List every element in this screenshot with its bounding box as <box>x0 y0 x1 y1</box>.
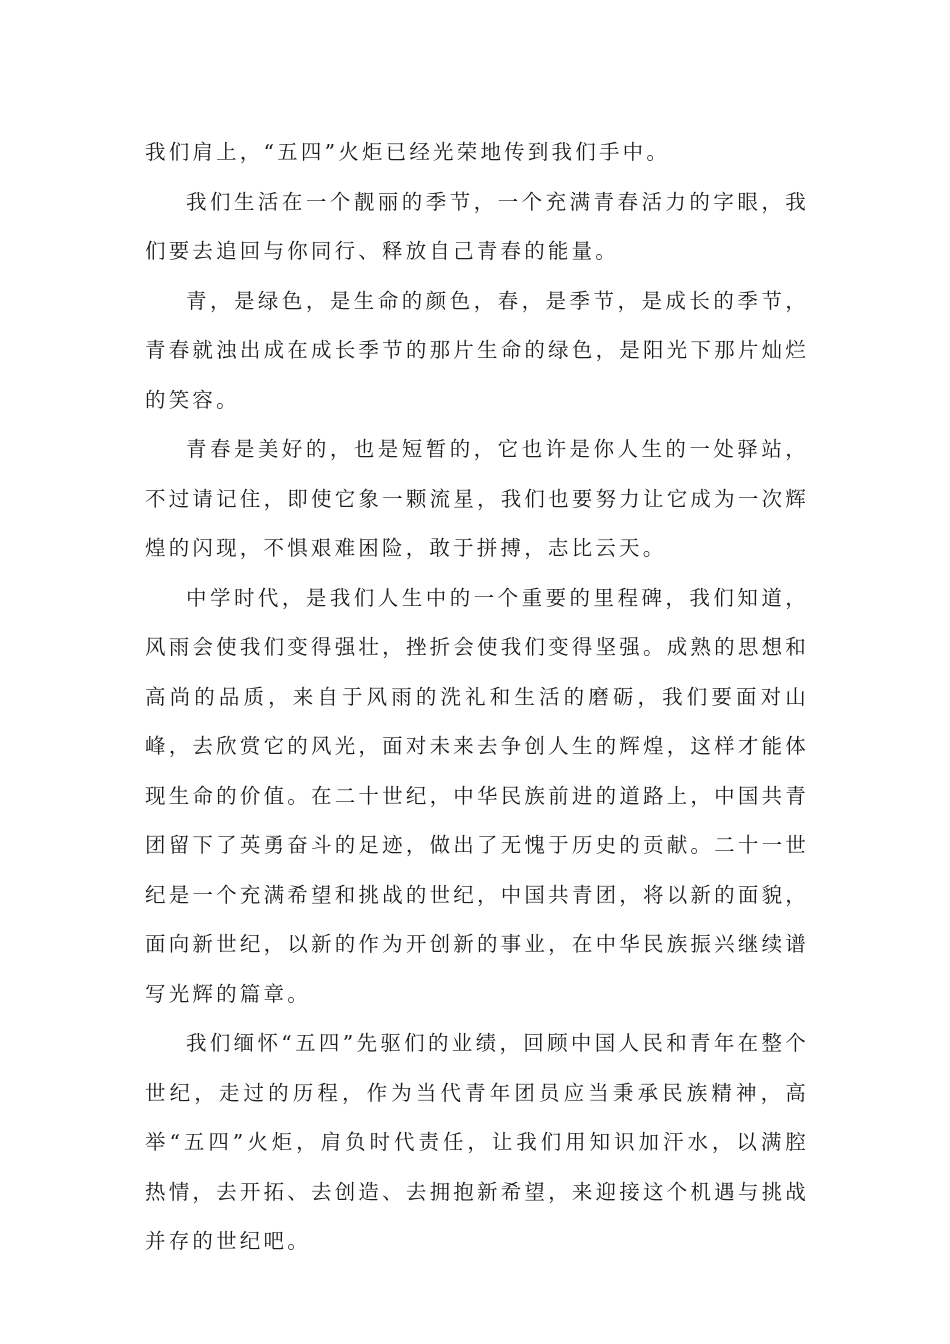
paragraph-6: 我们缅怀“五四”先驱们的业绩，回顾中国人民和青年在整个世纪，走过的历程，作为当代青年团员应当秉承民族精神，高举“五四”火炬，肩负时代责任，让我们用知识加汗水，以满腔热情，去开拓、去创造、去拥抱新希望，来迎接这个机遇与挑战并存的世纪吧。 <box>145 1031 809 1253</box>
document-page <box>145 128 809 1267</box>
paragraph-4: 青春是美好的，也是短暂的，它也许是你人生的一处驿站，不过请记住，即使它象一颗流星，我们也要努力让它成为一次辉煌的闪现，不惧艰难困险，敢于拼搏，志比云天。 <box>145 437 809 560</box>
paragraph-3: 青，是绿色，是生命的颜色，春，是季节，是成长的季节，青春就浊出成在成长季节的那片生命的绿色，是阳光下那片灿烂的笑容。 <box>145 288 809 412</box>
paragraph-2: 我们生活在一个靓丽的季节，一个充满青春活力的字眼，我们要去追回与你同行、释放自己青春的能量。 <box>145 189 809 263</box>
paragraph-1: 我们肩上，“五四”火炬已经光荣地传到我们手中。 <box>145 140 671 164</box>
paragraph-5: 中学时代，是我们人生中的一个重要的里程碑，我们知道，风雨会使我们变得强壮，挫折会使我们变得坚强。成熟的思想和高尚的品质，来自于风雨的洗礼和生活的磨砺，我们要面对山峰，去欣赏它的风光，面对未来去争创人生的辉煌，这样才能体现生命的价值。在二十世纪，中华民族前进的道路上，中国共青团留下了英勇奋斗的足迹，做出了无愧于历史的贡献。二十一世纪是一个充满希望和挑战的世纪，中国共青团，将以新的面貌，面向新世纪，以新的作为开创新的事业，在中华民族振兴继续谱写光辉的篇章。 <box>145 585 809 1006</box>
